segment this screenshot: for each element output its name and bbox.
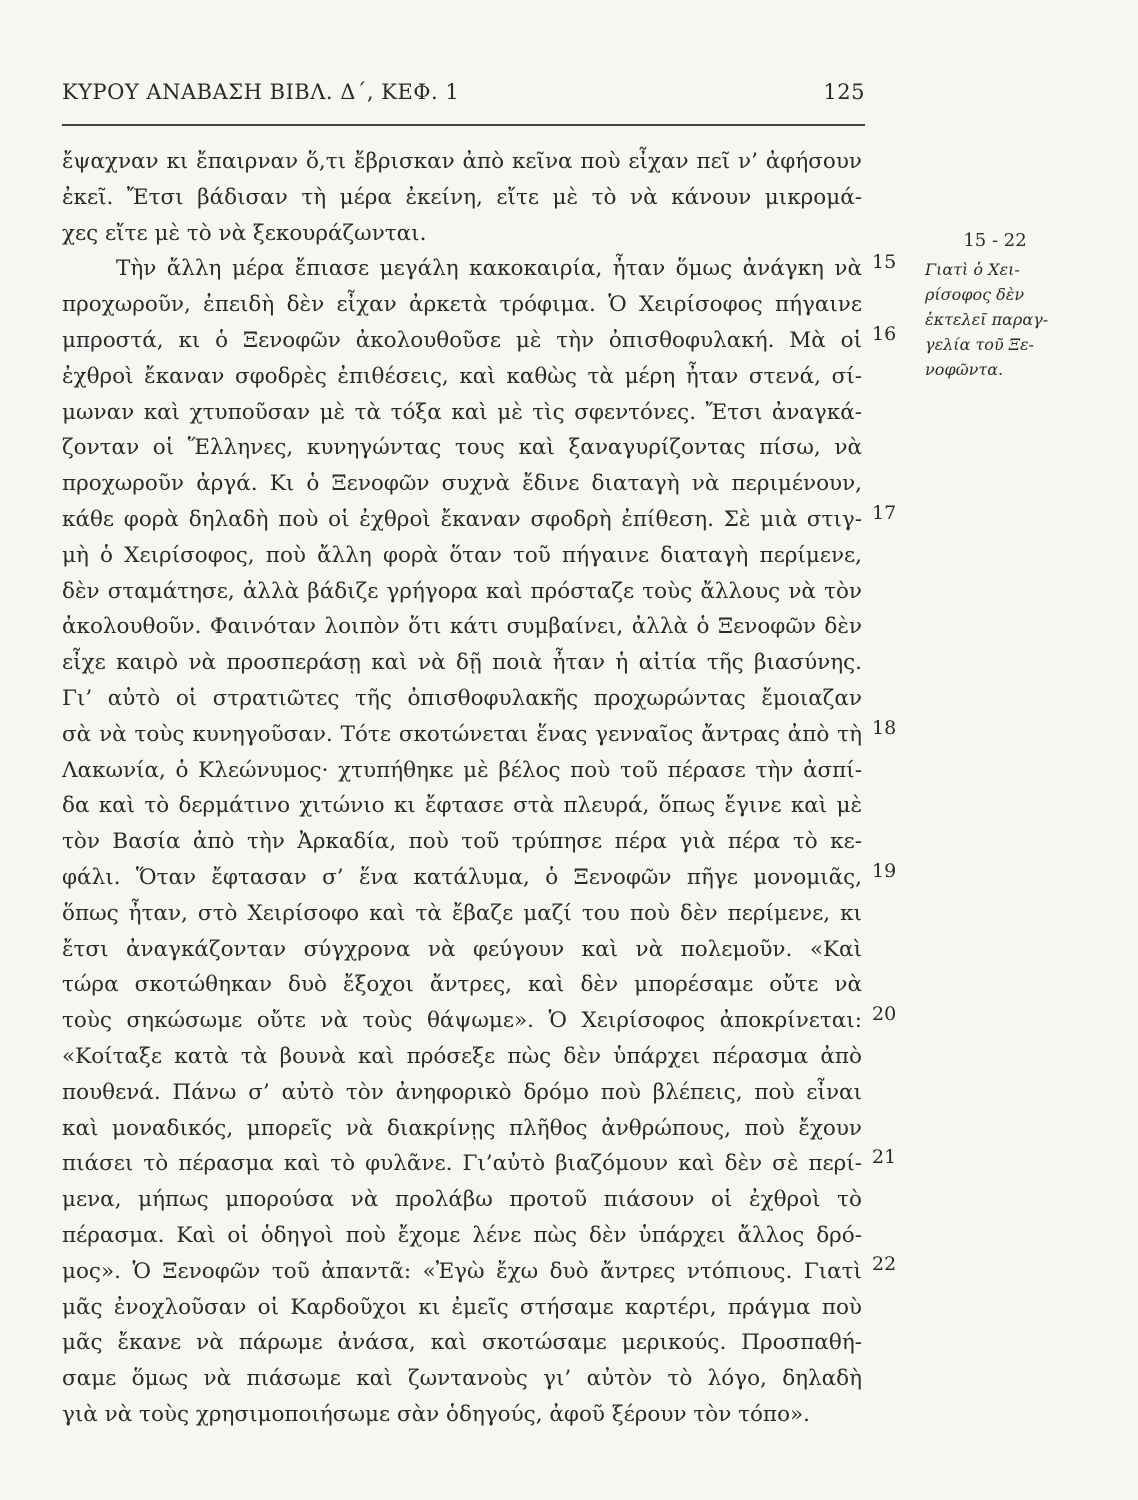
text-line: ἐχθροὶ ἔκαναν σφοδρὲς ἐπιθέσεις, καὶ καθὼς τὰ μέρη ἦταν στενά, σί- bbox=[62, 363, 862, 389]
text-line: μπροστά, κι ὁ Ξενοφῶν ἀκολουθοῦσε μὲ τὴν ὀπισθοφυλακή. Μὰ οἱ bbox=[62, 327, 862, 353]
text-line: προχωροῦν, ἐπειδὴ δὲν εἶχαν ἀρκετὰ τρόφιμα. Ὁ Χειρίσοφος πήγαινε bbox=[62, 292, 862, 318]
sidenote-range: 15 - 22 bbox=[963, 230, 1027, 251]
text-line: τὸν Βασία ἀπὸ τὴν Ἀρκαδία, ποὺ τοῦ τρύπησε πέρα γιὰ πέρα τὸ κε- bbox=[62, 829, 862, 855]
running-title: ΚΥΡΟΥ ΑΝΑΒΑΣΗ ΒΙΒΛ. Δ΄, ΚΕΦ. 1 bbox=[62, 80, 460, 104]
text-line: καὶ μοναδικός, μπορεῖς νὰ διακρίνῃς πλῆθος ἀνθρώπους, ποὺ ἔχουν bbox=[62, 1115, 862, 1141]
text-line: πιάσει τὸ πέρασμα καὶ τὸ φυλᾶνε. Γι’αὐτὸ βιαζόμουν καὶ δὲν σὲ περί- bbox=[62, 1151, 862, 1177]
section-number: 20 bbox=[872, 1003, 897, 1025]
sidenote bbox=[925, 228, 1065, 382]
text-line: μωναν καὶ χτυποῦσαν μὲ τὰ τόξα καὶ μὲ τὶς σφεντόνες. Ἔτσι ἀναγκά- bbox=[62, 399, 862, 425]
text-line: πουθενά. Πάνω σ’ αὐτὸ τὸν ἀνηφορικὸ δρόμο ποὺ βλέπεις, ποὺ εἶναι bbox=[62, 1079, 862, 1105]
text-line: δα καὶ τὸ δερμάτινο χιτώνιο κι ἔφτασε στὰ πλευρά, ὅπως ἔγινε καὶ μὲ bbox=[62, 793, 862, 819]
text-line: Τὴν ἄλλη μέρα ἔπιασε μεγάλη κακοκαιρία, ἦταν ὅμως ἀνάγκη νὰ bbox=[116, 256, 862, 282]
text-line: χες εἴτε μὲ τὸ νὰ ξεκουράζωνται. bbox=[62, 220, 427, 246]
text-line: ἐκεῖ. Ἔτσι βάδισαν τὴ μέρα ἐκείνη, εἴτε μὲ τὸ νὰ κάνουν μικρομά- bbox=[62, 184, 862, 210]
text-line: τώρα σκοτώθηκαν δυὸ ἔξοχοι ἄντρες, καὶ δὲν μπορέσαμε οὔτε νὰ bbox=[62, 972, 862, 998]
text-line: μὴ ὁ Χειρίσοφος, ποὺ ἄλλη φορὰ ὅταν τοῦ πήγαινε διαταγὴ περίμενε, bbox=[62, 542, 862, 568]
text-line: εἶχε καιρὸ νὰ προσπεράσῃ καὶ νὰ δῇ ποιὰ ἦταν ἡ αἰτία τῆς βιασύνης. bbox=[62, 650, 862, 676]
text-line: τοὺς σηκώσωμε οὔτε νὰ τοὺς θάψωμε». Ὁ Χειρίσοφος ἀποκρίνεται: bbox=[62, 1008, 862, 1034]
text-line: Γι’ αὐτὸ οἱ στρατιῶτες τῆς ὀπισθοφυλακῆς προχωρώντας ἔμοιαζαν bbox=[62, 685, 862, 711]
section-number: 18 bbox=[872, 717, 897, 739]
text-line: ἀκολουθοῦν. Φαινόταν λοιπὸν ὅτι κάτι συμβαίνει, ἀλλὰ ὁ Ξενοφῶν δὲν bbox=[62, 614, 862, 640]
body-text bbox=[62, 144, 862, 1433]
text-line: μος». Ὁ Ξενοφῶν τοῦ ἀπαντᾶ: «Ἐγὼ ἔχω δυὸ ἄντρες ντόπιους. Γιατὶ bbox=[62, 1258, 862, 1284]
sidenote-text bbox=[925, 257, 1065, 382]
section-number: 22 bbox=[872, 1253, 897, 1275]
text-line: μενα, μήπως μπορούσα νὰ προλάβω προτοῦ πιάσουν οἱ ἐχθροὶ τὸ bbox=[62, 1187, 862, 1213]
section-number: 19 bbox=[872, 860, 897, 882]
text-line: «Κοίταξε κατὰ τὰ βουνὰ καὶ πρόσεξε πὼς δὲν ὑπάρχει πέρασμα ἀπὸ bbox=[62, 1043, 862, 1069]
text-line: ὅπως ἦταν, στὸ Χειρίσοφο καὶ τὰ ἔβαζε μαζί του ποὺ δὲν περίμενε, κι bbox=[62, 900, 862, 926]
sidenote-line: ρίσοφος δὲν bbox=[925, 285, 1025, 304]
section-number: 16 bbox=[872, 323, 897, 345]
text-line: ἔτσι ἀναγκάζονταν σύγχρονα νὰ φεύγουν καὶ νὰ πολεμοῦν. «Καὶ bbox=[62, 936, 862, 962]
text-line: σὰ νὰ τοὺς κυνηγοῦσαν. Τότε σκοτώνεται ἕνας γενναῖος ἄντρας ἀπὸ τὴ bbox=[62, 721, 862, 747]
sidenote-line: γελία τοῦ Ξε- bbox=[925, 335, 1034, 354]
text-line: μᾶς ἔκανε νὰ πάρωμε ἀνάσα, καὶ σκοτώσαμε μερικούς. Προσπαθή- bbox=[62, 1330, 862, 1356]
text-line: σαμε ὅμως νὰ πιάσωμε καὶ ζωντανοὺς γι’ αὐτὸν τὸ λόγο, δηλαδὴ bbox=[62, 1366, 862, 1392]
header-rule bbox=[62, 124, 865, 126]
running-header bbox=[62, 80, 865, 120]
text-line: κάθε φορὰ δηλαδὴ ποὺ οἱ ἐχθροὶ ἔκαναν σφοδρὴ ἐπίθεση. Σὲ μιὰ στιγ- bbox=[62, 506, 862, 532]
text-line: Λακωνία, ὁ Κλεώνυμος· χτυπήθηκε μὲ βέλος ποὺ τοῦ πέρασε τὴν ἀσπί- bbox=[62, 757, 862, 783]
text-line: προχωροῦν ἀργά. Κι ὁ Ξενοφῶν συχνὰ ἔδινε διαταγὴ νὰ περιμένουν, bbox=[62, 471, 862, 497]
section-number: 21 bbox=[872, 1146, 897, 1168]
text-line: φάλι. Ὅταν ἔφτασαν σ’ ἕνα κατάλυμα, ὁ Ξενοφῶν πῆγε μονομιᾶς, bbox=[62, 864, 862, 890]
sidenote-line: ἐκτελεῖ παραγ- bbox=[925, 310, 1049, 329]
sidenote-line: Γιατὶ ὁ Χει- bbox=[925, 260, 1020, 279]
section-number: 15 bbox=[872, 251, 897, 273]
text-line: πέρασμα. Καὶ οἱ ὁδηγοὶ ποὺ ἔχομε λένε πὼς δὲν ὑπάρχει ἄλλος δρό- bbox=[62, 1222, 862, 1248]
text-line: μᾶς ἐνοχλοῦσαν οἱ Καρδοῦχοι κι ἐμεῖς στήσαμε καρτέρι, πράγμα ποὺ bbox=[62, 1294, 862, 1320]
page-number: 125 bbox=[823, 80, 865, 104]
text-line: ἔψαχναν κι ἔπαιρναν ὅ,τι ἔβρισκαν ἀπὸ κεῖνα ποὺ εἶχαν πεῖ ν’ ἀφήσουν bbox=[62, 149, 862, 174]
text-line: δὲν σταμάτησε, ἀλλὰ βάδιζε γρήγορα καὶ πρόσταζε τοὺς ἄλλους νὰ τὸν bbox=[62, 578, 862, 604]
text-line: γιὰ νὰ τοὺς χρησιμοποιήσωμε σὰν ὁδηγούς, ἀφοῦ ξέρουν τὸν τόπο». bbox=[62, 1401, 810, 1427]
section-number: 17 bbox=[872, 502, 897, 524]
text-line: ζονταν οἱ Ἕλληνες, κυνηγώντας τους καὶ ξαναγυρίζοντας πίσω, νὰ bbox=[62, 435, 862, 461]
sidenote-line: νοφῶντα. bbox=[925, 360, 1004, 379]
